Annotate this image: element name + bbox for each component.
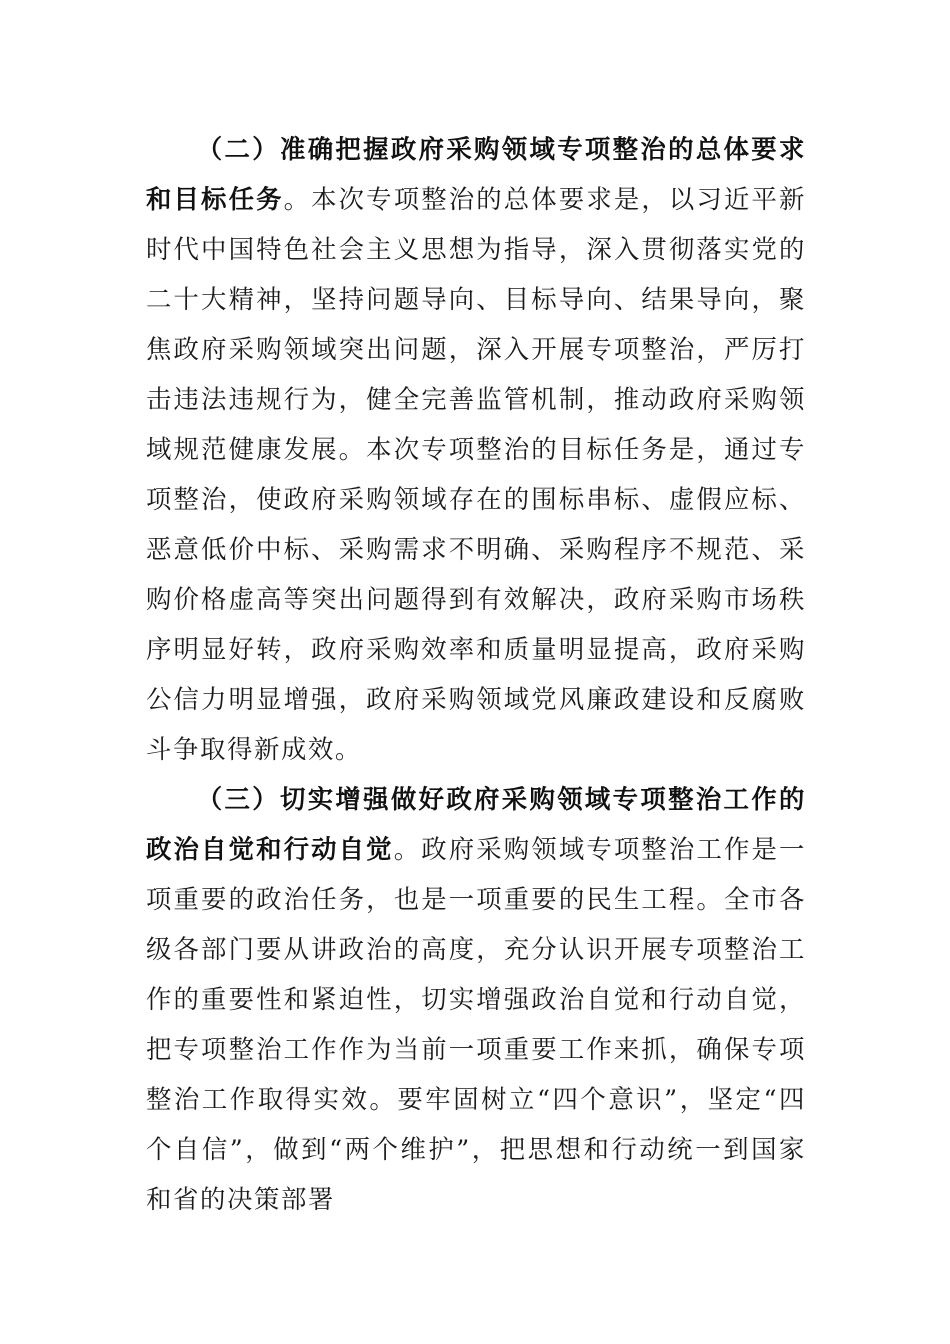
section-heading-3: （三）切实增强做好政府采购领域专项整治工作的政治自觉和行动自觉 — [146, 784, 806, 864]
paragraph-requirements — [146, 124, 806, 774]
paragraph-awareness — [146, 774, 806, 1224]
section-heading-2: （二）准确把握政府采购领域专项整治的总体要求和目标任务 — [146, 134, 806, 214]
paragraph-text: 。政府采购领域专项整治工作是一项重要的政治任务，也是一项重要的民生工程。全市各级各部门要从讲政治的高度，充分认识开展专项整治工作的重要性和紧迫性，切实增强政治自觉和行动自觉，把专项整治工作作为当前一项重要工作来抓，确保专项整治工作取得实效。要牢固树立“四个意识”，坚定“四个自信”，做到“两个维护”，把思想和行动统一到国家和省的决策部署 — [146, 834, 806, 1214]
document-body — [146, 124, 806, 1224]
paragraph-text: 。本次专项整治的总体要求是，以习近平新时代中国特色社会主义思想为指导，深入贯彻落实党的二十大精神，坚持问题导向、目标导向、结果导向，聚焦政府采购领域突出问题，深入开展专项整治，严厉打击违法违规行为，健全完善监管机制，推动政府采购领域规范健康发展。本次专项整治的目标任务是，通过专项整治，使政府采购领域存在的围标串标、虚假应标、恶意低价中标、采购需求不明确、采购程序不规范、采购价格虚高等突出问题得到有效解决，政府采购市场秩序明显好转，政府采购效率和质量明显提高，政府采购公信力明显增强，政府采购领域党风廉政建设和反腐败斗争取得新成效。 — [146, 184, 806, 764]
